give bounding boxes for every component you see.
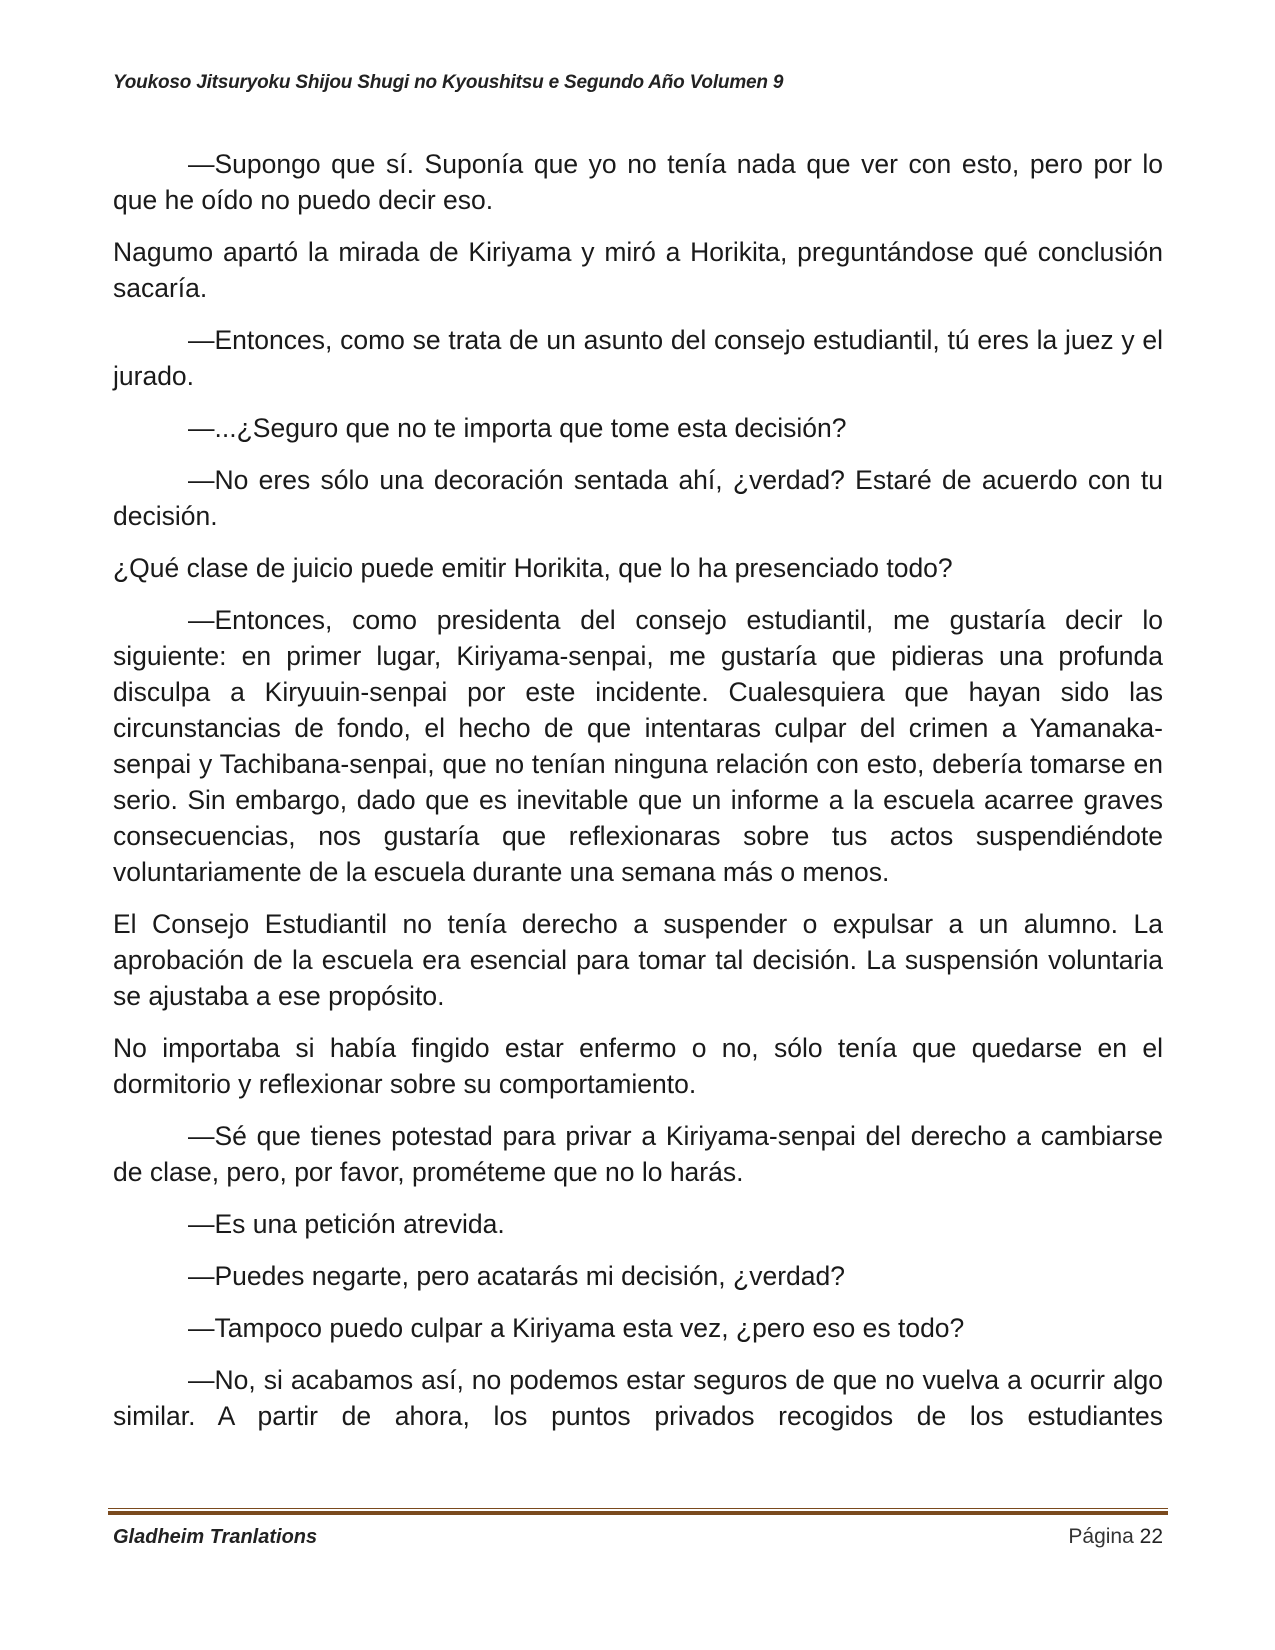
page-indicator xyxy=(1030,1525,1163,1549)
paragraph-4: —...¿Seguro que no te importa que tome esta decisión? xyxy=(188,413,847,443)
paragraph-9: No importaba si había fingido estar enfermo o no, sólo tenía que quedarse en el dormitorio y reflexionar sobre su comportamiento. xyxy=(113,1033,1163,1099)
footer-credit: Gladheim Tranlations xyxy=(113,1526,318,1548)
running-header: Youkoso Jitsuryoku Shijou Shugi no Kyoushitsu e Segundo Año Volumen 9 xyxy=(113,72,784,93)
body-text xyxy=(113,146,1163,1450)
paragraph-6: ¿Qué clase de juicio puede emitir Horikita, que lo ha presenciado todo? xyxy=(113,553,953,583)
paragraph-2: Nagumo apartó la mirada de Kiriyama y miró a Horikita, preguntándose qué conclusión sacaría. xyxy=(113,237,1163,303)
paragraph-13: —Tampoco puedo culpar a Kiriyama esta vez, ¿pero eso es todo? xyxy=(188,1313,965,1343)
paragraph-3: —Entonces, como se trata de un asunto del consejo estudiantil, tú eres la juez y el jurado. xyxy=(113,325,1163,391)
paragraph-12: —Puedes negarte, pero acatarás mi decisión, ¿verdad? xyxy=(188,1261,845,1291)
paragraph-1: —Supongo que sí. Suponía que yo no tenía nada que ver con esto, pero por lo que he oído no puedo decir eso. xyxy=(113,149,1163,215)
paragraph-7: —Entonces, como presidenta del consejo estudiantil, me gustaría decir lo siguiente: en primer lugar, Kiriyama-senpai, me gustaría que pidieras una profunda disculpa a Kiryuuin-senpai por este incidente. Cualesquiera que hayan sido las circunstancias de fondo, el hecho de que intentaras culpar del crimen a Yamanaka-senpai y Tachibana-senpai, que no tenían ninguna relación con esto, debería tomarse en serio. Sin embargo, dado que es inevitable que un informe a la escuela acarree graves consecuencias, nos gustaría que reflexionaras sobre tus actos suspendiéndote voluntariamente de la escuela durante una semana más o menos. xyxy=(113,605,1163,887)
footer-divider-thick-line xyxy=(108,1511,1168,1515)
page-number: 22 xyxy=(1139,1525,1163,1548)
paragraph-11: —Es una petición atrevida. xyxy=(188,1209,505,1239)
footer-divider-thin-line xyxy=(108,1508,1168,1509)
page-label: Página xyxy=(1068,1525,1134,1548)
paragraph-8: El Consejo Estudiantil no tenía derecho a suspender o expulsar a un alumno. La aprobación de la escuela era esencial para tomar tal decisión. La suspensión voluntaria se ajustaba a ese propósito. xyxy=(113,909,1163,1011)
paragraph-5: —No eres sólo una decoración sentada ahí, ¿verdad? Estaré de acuerdo con tu decisión. xyxy=(113,465,1163,531)
paragraph-10: —Sé que tienes potestad para privar a Kiriyama-senpai del derecho a cambiarse de clase, pero, por favor, prométeme que no lo harás. xyxy=(113,1121,1163,1187)
paragraph-14: —No, si acabamos así, no podemos estar seguros de que no vuelva a ocurrir algo similar. A partir de ahora, los puntos privados recogidos de los estudiantes xyxy=(113,1365,1163,1431)
footer-divider xyxy=(108,1508,1168,1515)
